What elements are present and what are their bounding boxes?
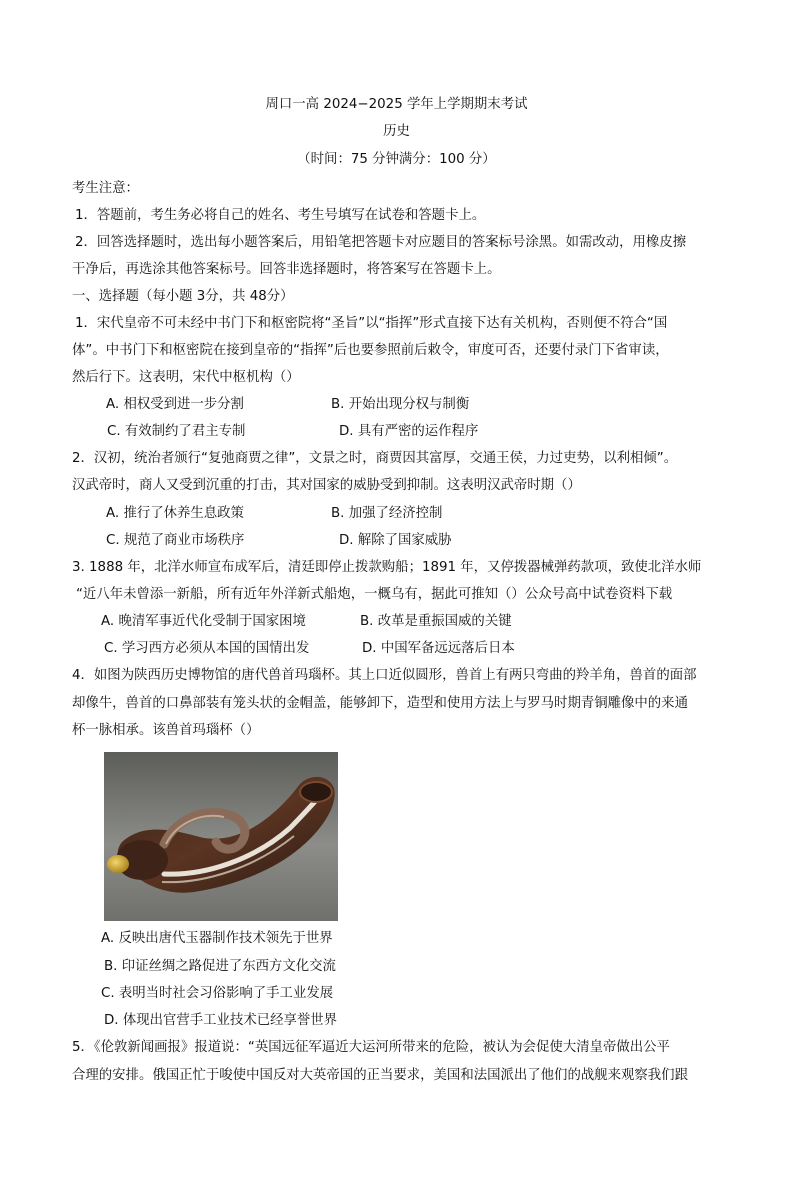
- exam-title: 周口一高 2024−2025 学年上学期期末考试: [265, 97, 528, 112]
- question-text-line: 2．汉初，统治者颁行“复弛商贾之律”，文景之时，商贾因其富厚，交通王侯，力过吏势，以利相倾”。: [72, 451, 678, 466]
- option-d: D. 体现出官营手工业技术已经享誉世界: [104, 1013, 338, 1028]
- option-b: B. 加强了经济控制: [331, 506, 443, 521]
- notice-item-2: 2．回答选择题时，选出每小题答案后，用铅笔把答题卡对应题目的答案标号涂黑。如需改动，用橡皮擦: [75, 235, 687, 250]
- option-b: B. 开始出现分权与制衡: [331, 397, 470, 412]
- option-a: A. 相权受到进一步分割: [106, 397, 244, 412]
- notice-item-1: 1．答题前，考生务必将自己的姓名、考生号填写在试卷和答题卡上。: [75, 208, 486, 223]
- exam-subject: 历史: [383, 124, 410, 139]
- option-d: D. 解除了国家威胁: [339, 533, 452, 548]
- question-text-line: 3. 1888 年，北洋水师宣布成军后，清廷即停止拨款购船；1891 年，又停拨器械弹药款项，致使北洋水师: [72, 560, 702, 575]
- question-text-line: 5．《伦敦新闻画报》报道说：“英国远征军逼近大运河所带来的危险，被认为会促使大清皇帝做出公平: [72, 1040, 670, 1055]
- option-a: A. 反映出唐代玉器制作技术领先于世界: [101, 931, 333, 946]
- question-text-line: 然后行下。这表明，宋代中枢机构（）: [72, 370, 300, 385]
- option-d: D. 中国军备远远落后日本: [362, 641, 515, 656]
- question-text-line: 体”。中书门下和枢密院在接到皇帝的“指挥”后也要参照前后敕令，审度可否，还要付录门下省审读，: [72, 343, 669, 358]
- question-text-line: 合理的安排。俄国正忙于唆使中国反对大英帝国的正当要求，美国和法国派出了他们的战舰来观察我们跟: [72, 1068, 688, 1083]
- question-text-line: 汉武帝时，商人又受到沉重的打击，其对国家的威胁受到抑制。这表明汉武帝时期（）: [72, 478, 581, 493]
- question-text-line: 1．宋代皇帝不可未经中书门下和枢密院将“圣旨”以“指挥”形式直接下达有关机构，否则便不符合“国: [75, 316, 668, 331]
- agate-rhyton-illustration: [104, 752, 338, 921]
- question-text-line: 却像牛，兽首的口鼻部装有笼头状的金帽盖，能够卸下，造型和使用方法上与罗马时期青铜雕像中的来通: [72, 696, 688, 711]
- option-b: B. 改革是重振国威的关键: [360, 614, 512, 629]
- option-b: B. 印证丝绸之路促进了东西方文化交流: [104, 959, 336, 974]
- question-text-line: 杯一脉相承。该兽首玛瑙杯（）: [72, 723, 260, 738]
- question-text-line: 4．如图为陕西历史博物馆的唐代兽首玛瑙杯。其上口近似圆形，兽首上有两只弯曲的羚羊角，兽首的面部: [72, 668, 697, 683]
- notice-heading: 考生注意：: [72, 181, 139, 196]
- option-c: C. 规范了商业市场秩序: [106, 533, 245, 548]
- option-d: D. 具有严密的运作程序: [339, 424, 479, 439]
- option-c: C. 有效制约了君主专制: [107, 424, 246, 439]
- notice-item-2-continued: 干净后，再选涂其他答案标号。回答非选择题时，将答案写在答题卡上。: [72, 262, 501, 277]
- section-heading: 一、选择题（每小题 3分，共 48分）: [72, 289, 294, 304]
- question-text-line: “近八年未曾添一新船，所有近年外洋新式船炮，一概乌有，据此可推知（）公众号高中试卷资料下载: [76, 587, 673, 602]
- option-a: A. 晚清军事近代化受制于国家困境: [101, 614, 306, 629]
- option-c: C. 表明当时社会习俗影响了手工业发展: [101, 986, 334, 1001]
- exam-time-info: （时间：75 分钟满分：100 分）: [297, 152, 496, 167]
- agate-rhyton-photo: [104, 752, 338, 921]
- option-c: C. 学习西方必须从本国的国情出发: [104, 641, 310, 656]
- option-a: A. 推行了休养生息政策: [106, 506, 244, 521]
